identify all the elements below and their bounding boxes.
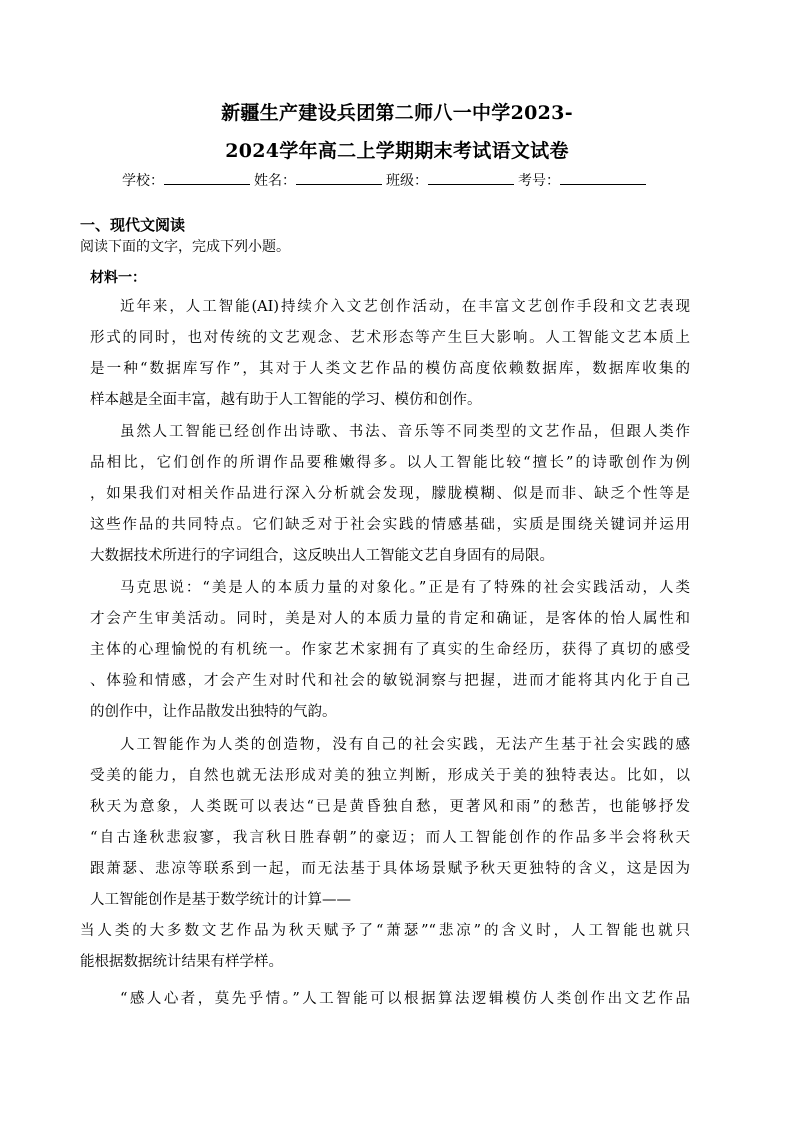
passage-line: “感人心者，莫先乎情。”人工智能可以根据算法逻辑模仿人类创作出文艺作品 xyxy=(120,991,690,1007)
passage-line: “自古逢秋悲寂寥，我言秋日胜春朝”的豪迈；而人工智能创作的作品多半会将秋天 xyxy=(90,830,690,846)
class-blank[interactable] xyxy=(428,170,514,185)
passage-line: 、体验和情感，才会产生对时代和社会的敏锐洞察与把握，进而才能将其内化于自己 xyxy=(90,673,690,689)
passage-paragraph-1 xyxy=(90,292,690,416)
passage-line: 大数据技术所进行的字词组合，这反映出人工智能文艺自身固有的局限。 xyxy=(90,548,554,564)
passage-paragraph-4 xyxy=(90,730,690,916)
passage-paragraph-5 xyxy=(90,984,690,1015)
exam-title-line2: 2024学年高二上学期期末考试语文试卷 xyxy=(225,140,569,162)
passage-line: 品相比，它们创作的所谓作品要稚嫩得多。以人工智能比较“擅长”的诗歌创作为例 xyxy=(90,455,690,471)
passage-line: 主体的心理愉悦的有机统一。作家艺术家拥有了真实的生命经历，获得了真切的感受 xyxy=(90,642,690,658)
passage-line: 马克思说：“美是人的本质力量的对象化。”正是有了特殊的社会实践活动，人类 xyxy=(120,580,690,596)
passage-paragraph-2 xyxy=(90,417,690,572)
passage-line: 人工智能作为人类的创造物，没有自己的社会实践，无法产生基于社会实践的感 xyxy=(120,737,690,753)
passage-line: 当人类的大多数文艺作品为秋天赋予了“萧瑟”“悲凉”的含义时，人工智能也就只 xyxy=(80,923,690,939)
passage-paragraph-4-cont xyxy=(80,916,690,978)
passage-line: 的创作中，让作品散发出独特的气韵。 xyxy=(90,704,337,720)
passage-line: 是一种“数据库写作”，其对于人类文艺作品的模仿高度依赖数据库，数据库收集的 xyxy=(90,361,690,377)
class-label: 班级： xyxy=(386,173,428,189)
material-label: 材料一： xyxy=(90,270,146,286)
passage-line: 才会产生审美活动。同时，美是对人的本质力量的肯定和确证，是客体的怡人属性和 xyxy=(90,611,690,627)
number-blank[interactable] xyxy=(560,170,646,185)
passage-line: 跟萧瑟、悲凉等联系到一起，而无法基于具体场景赋予秋天更独特的含义，这是因为 xyxy=(90,861,690,877)
name-label: 姓名： xyxy=(254,173,296,189)
school-blank[interactable] xyxy=(164,170,250,185)
passage-line: ，如果我们对相关作品进行深入分析就会发现，朦胧模糊、似是而非、缺乏个性等是 xyxy=(90,486,690,502)
passage-line: 受美的能力，自然也就无法形成对美的独立判断，形成关于美的独特表达。比如，以 xyxy=(90,768,690,784)
number-label: 考号： xyxy=(518,173,560,189)
passage-line: 能根据数据统计结果有样学样。 xyxy=(80,954,283,970)
passage-line: 人工智能创作是基于数学统计的计算—— xyxy=(90,892,351,908)
exam-title-line1: 新疆生产建设兵团第二师八一中学2023- xyxy=(221,102,573,124)
passage-line: 秋天为意象，人类既可以表达“已是黄昏独自愁，更著风和雨”的愁苦，也能够抒发 xyxy=(90,799,690,815)
name-blank[interactable] xyxy=(296,170,382,185)
passage-line: 近年来，人工智能(AI)持续介入文艺创作活动，在丰富文艺创作手段和文艺表现 xyxy=(120,299,690,315)
passage-line: 这些作品的共同特点。它们缺乏对于社会实践的情感基础，实质是围绕关键词并运用 xyxy=(90,517,690,533)
passage-paragraph-3 xyxy=(90,573,690,728)
passage-line: 形式的同时，也对传统的文艺观念、艺术形态等产生巨大影响。人工智能文艺本质上 xyxy=(90,330,690,346)
school-label: 学校： xyxy=(122,173,164,189)
student-info-row xyxy=(122,170,650,192)
section-instruction: 阅读下面的文字，完成下列小题。 xyxy=(80,239,290,255)
section-heading: 一、现代文阅读 xyxy=(80,216,186,234)
passage-line: 样本越是全面丰富，越有助于人工智能的学习、模仿和创作。 xyxy=(90,392,482,408)
passage-line: 虽然人工智能已经创作出诗歌、书法、音乐等不同类型的文艺作品，但跟人类作 xyxy=(120,424,690,440)
